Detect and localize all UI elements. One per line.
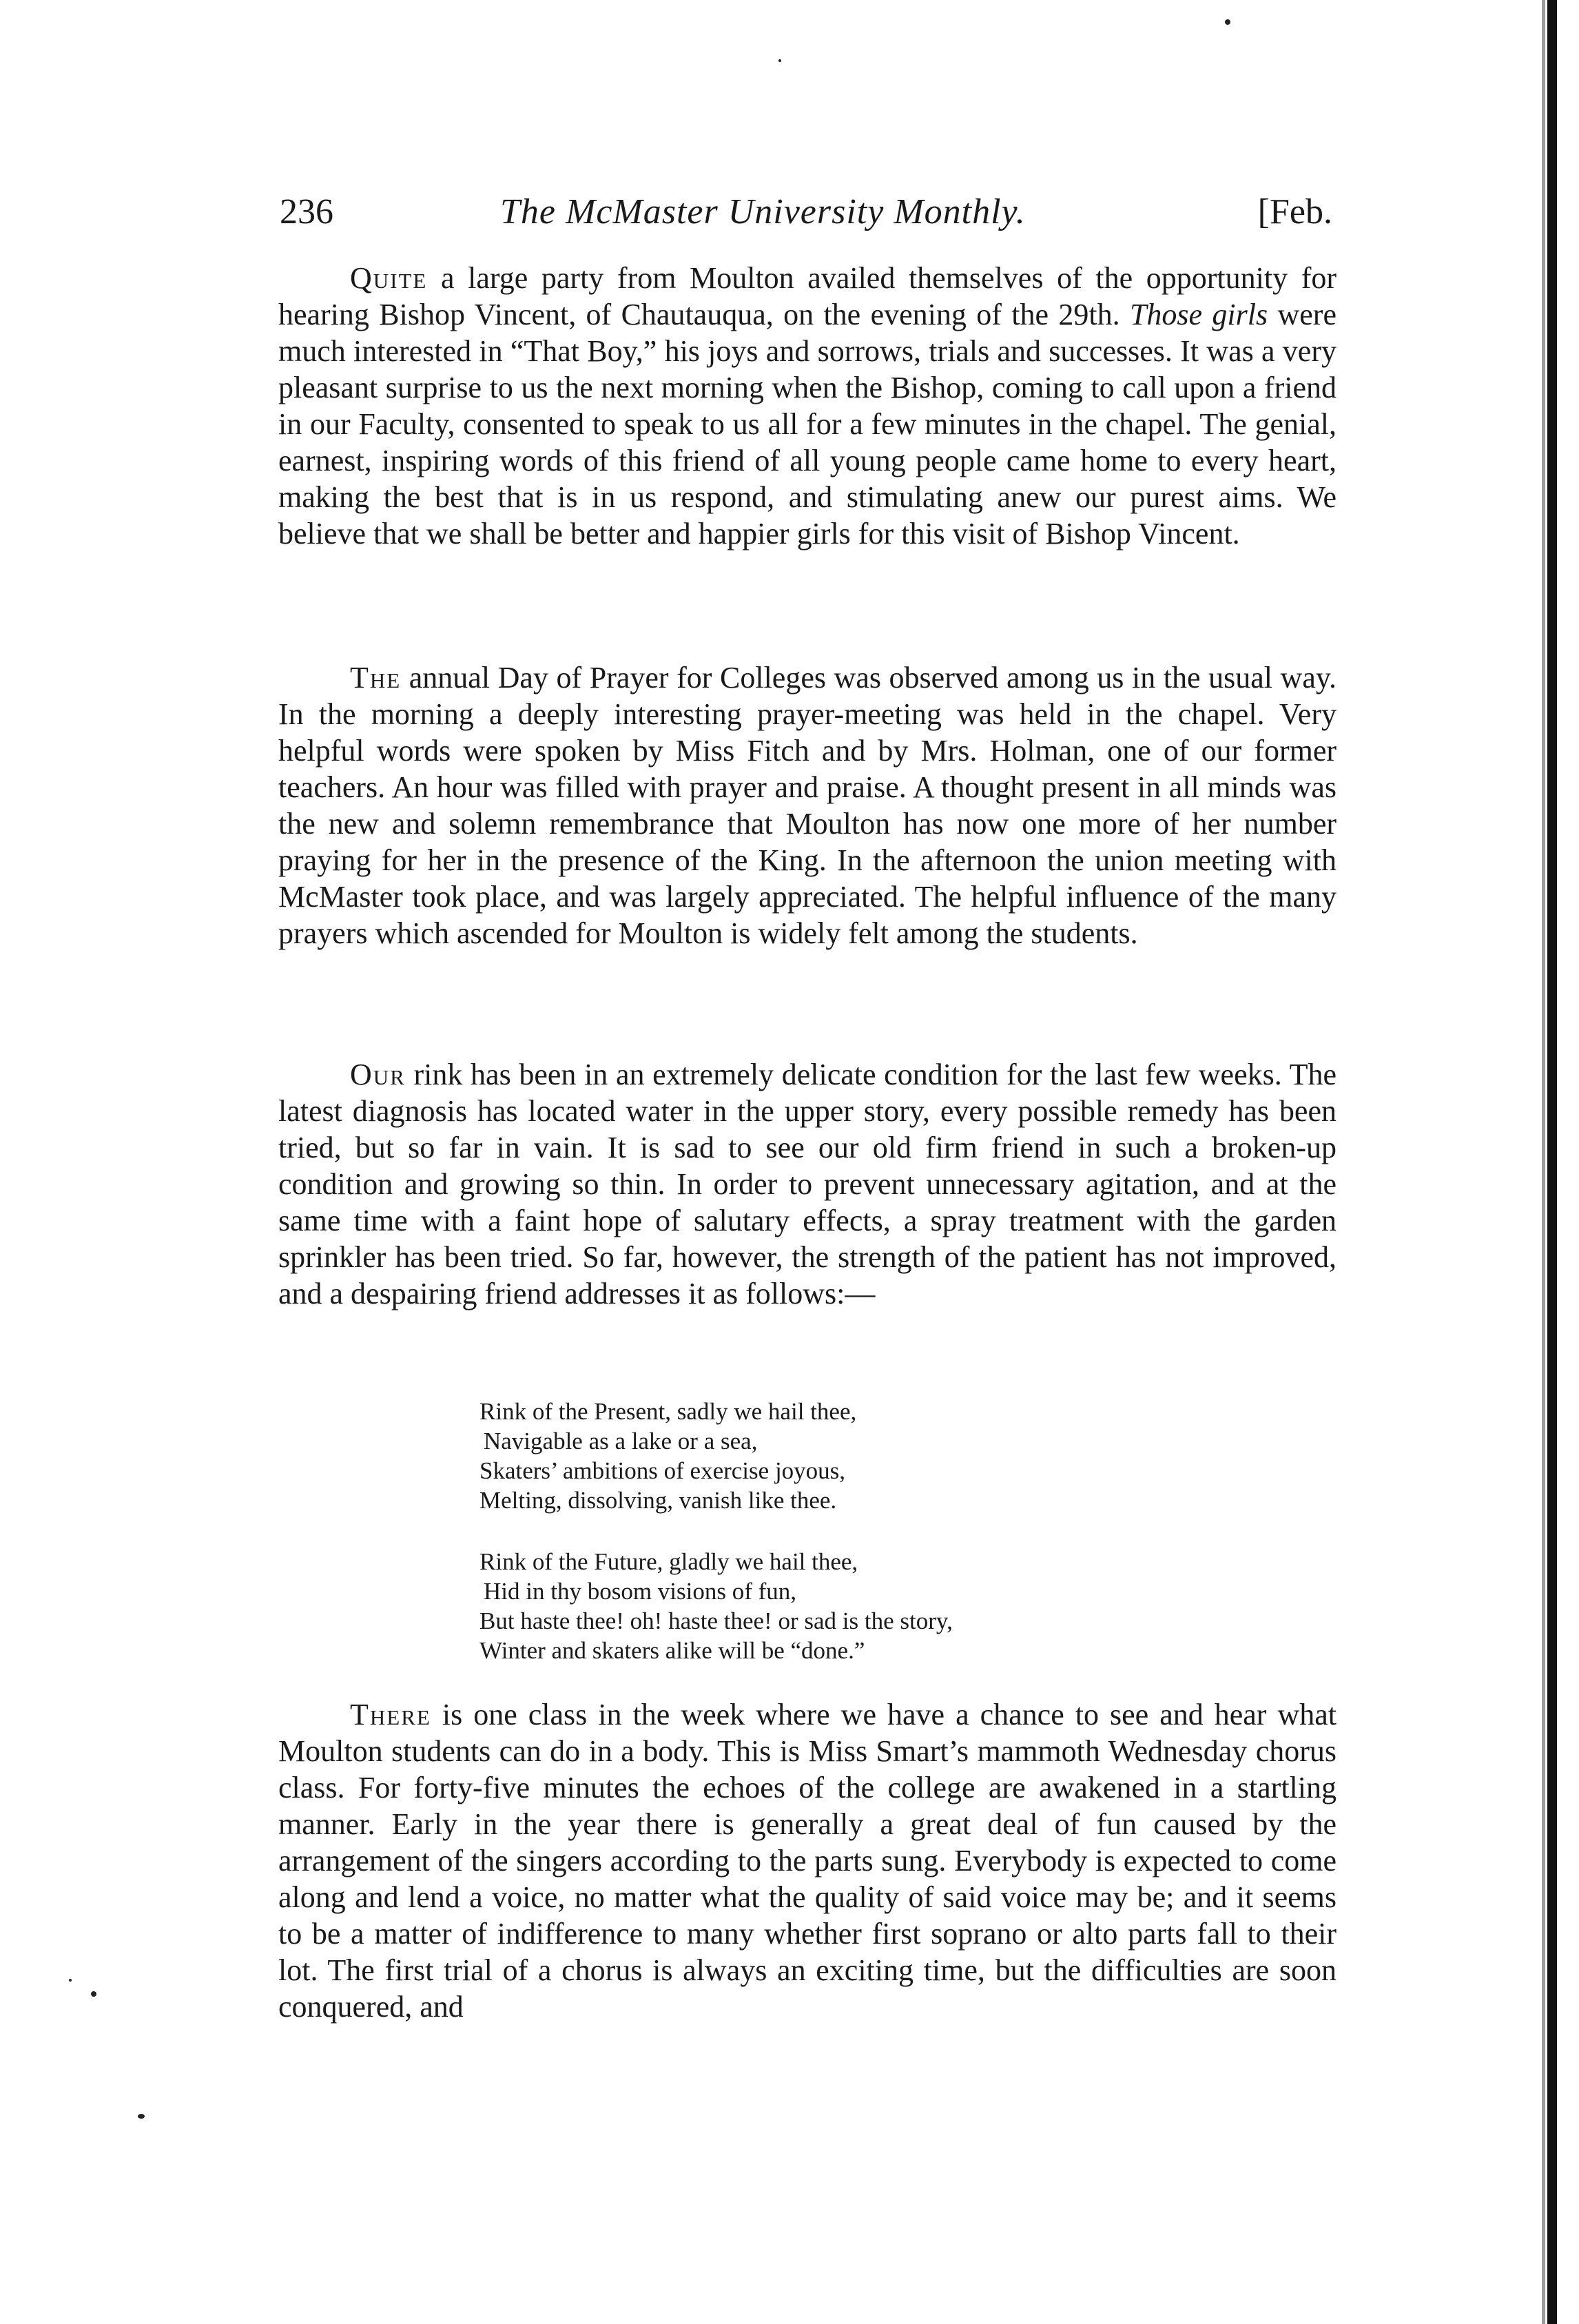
poem-line: Skaters’ ambitions of exercise joyous, [479, 1457, 846, 1484]
paragraph-lead: There [350, 1698, 431, 1731]
paragraph-text: is one class in the week where we have a chance to see and hear what Moulton students can do in a body. This is Miss Smart’s mammoth Wednesday chorus class. For forty-five minutes the echoes of the college are awakened in a startling manner. Early in the year there is generally a great deal of fun caused by the arrangement of the singers according to the parts sung. Everybody is expected to come along and lend a voice, no matter what the quality of said voice may be; and it seems to be a matter of indifference to many whether first soprano or alto parts fall to their lot. The first trial of a chorus is always an exciting time, but the difficulties are soon conquered, and [278, 1698, 1337, 2024]
ink-speck [1225, 19, 1230, 25]
paragraph-chorus-class [278, 1696, 1337, 2025]
page-number: 236 [280, 192, 333, 232]
paragraph-day-of-prayer [278, 659, 1337, 952]
paragraph-lead: Our [350, 1058, 406, 1091]
poem-line: But haste thee! oh! haste thee! or sad is the story, [479, 1607, 953, 1634]
paragraph-text: annual Day of Prayer for Colleges was observed among us in the usual way. In the morning a deeply interesting prayer-meeting was held in the chapel. Very helpful words were spoken by Miss Fitch and by Mrs. Holman, one of our former teachers. An hour was filled with prayer and praise. A thought present in all minds was the new and solemn remembrance that Moulton has now one more of her number praying for her in the presence of the King. In the afternoon the union meeting with McMaster took place, and was largely appreciated. The helpful influence of the many prayers which ascended for Moulton is widely felt among the students. [278, 661, 1337, 950]
poem-stanza-1 [479, 1397, 1237, 1515]
page-edge-border [1547, 0, 1557, 2324]
poem-line: Melting, dissolving, vanish like thee. [479, 1487, 837, 1514]
poem-line: Rink of the Future, gladly we hail thee, [479, 1548, 858, 1575]
poem-line: Hid in thy bosom visions of fun, [484, 1578, 797, 1605]
poem-line: Rink of the Present, sadly we hail thee, [479, 1398, 857, 1425]
poem-line: Winter and skaters alike will be “done.” [479, 1637, 865, 1664]
ink-speck [138, 2114, 145, 2119]
page-edge-shadow [1542, 0, 1545, 2324]
paragraph-bishop-vincent [278, 260, 1337, 552]
paragraph-text: were much interested in “That Boy,” his joys and sorrows, trials and successes. It was a very pleasant surprise to us the next morning when the Bishop, coming to call upon a friend in our Faculty, consented to speak to us all for a few minutes in the chapel. The genial, earnest, inspiring words of this friend of all young people came home to every heart, making the best that is in us respond, and stimulating anew our purest aims. We believe that we shall be better and happier girls for this visit of Bishop Vincent. [278, 298, 1337, 551]
poem-stanza-2 [479, 1547, 1237, 1665]
running-title: The McMaster University Monthly. [500, 192, 1026, 232]
paragraph-rink [278, 1056, 1337, 1312]
ink-speck [778, 59, 781, 62]
poem-line: Navigable as a lake or a sea, [484, 1428, 758, 1454]
ink-speck [91, 1991, 96, 1997]
paragraph-emphasis: Those girls [1129, 298, 1268, 331]
running-header [280, 192, 1332, 240]
paragraph-text: a large party from Moulton availed themselves of the opportunity for hearing Bishop Vincent, of Chautauqua, on the evening of the 29th. [278, 261, 1337, 331]
paragraph-lead: The [350, 661, 402, 695]
ink-speck [69, 1979, 72, 1982]
paragraph-text: rink has been in an extremely delicate condition for the last few weeks. The latest diagnosis has located water in the upper story, every possible remedy has been tried, but so far in vain. It is sad to see our old firm friend in such a broken-up condition and growing so thin. In order to prevent unnecessary agitation, and at the same time with a faint hope of salutary effects, a spray treatment with the garden sprinkler has been tried. So far, however, the strength of the patient has not improved, and a despairing friend addresses it as follows:— [278, 1058, 1337, 1310]
paragraph-lead: Quite [350, 261, 428, 295]
issue-month: [Feb. [1257, 192, 1332, 232]
